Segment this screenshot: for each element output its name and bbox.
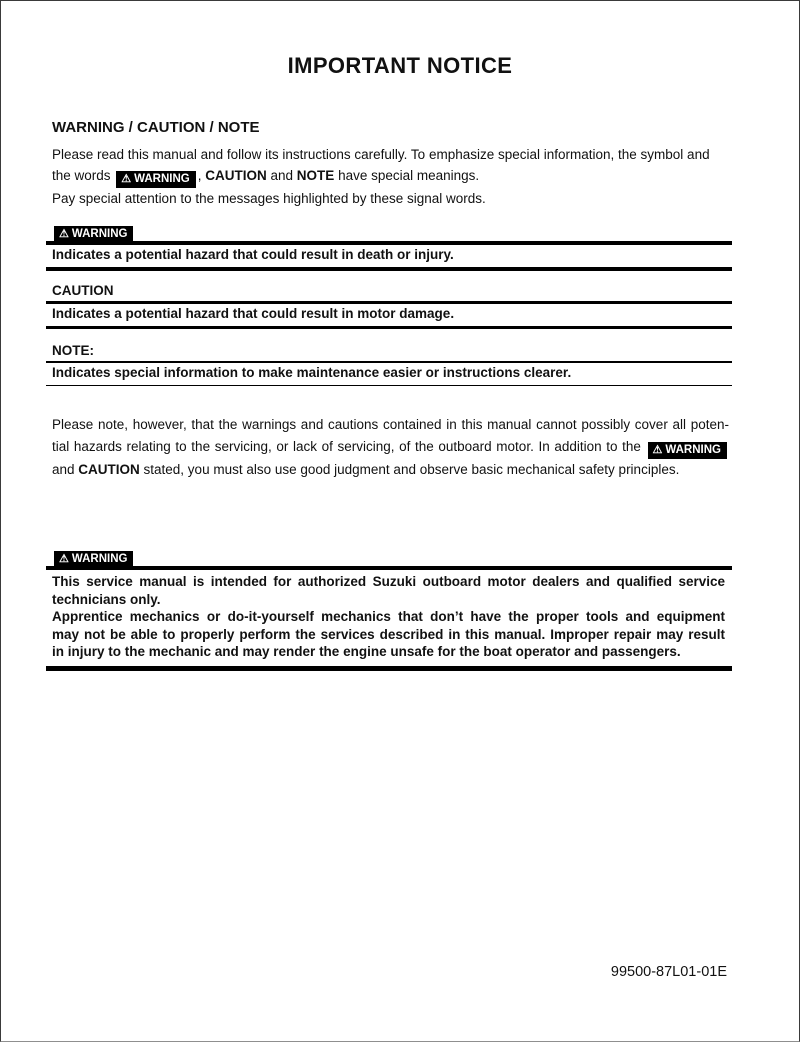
warning-badge-label: WARNING <box>71 228 128 240</box>
warning-badge-label: WARNING <box>665 444 721 456</box>
caution-word: CAUTION <box>78 462 140 477</box>
signal-block-note <box>46 342 732 386</box>
caution-word: CAUTION <box>205 168 267 183</box>
warning-badge-label: WARNING <box>134 173 190 185</box>
disclaimer-line-2 <box>52 436 729 459</box>
service-warning-block <box>46 547 732 671</box>
disclaimer-line-1: Please note, however, that the warnings and cautions contained in this manual cannot possibly cover all poten- <box>52 417 729 432</box>
disclaimer-line-2-text: tial hazards relating to the servicing, or lack of servicing, of the outboard motor. In addition to the <box>52 439 641 454</box>
service-warning-line: in injury to the mechanic and may render the engine unsafe for the boat operator and passengers. <box>52 644 681 659</box>
warning-triangle-icon: ⚠ <box>652 444 663 456</box>
note-label: NOTE: <box>52 343 94 358</box>
intro-paragraph <box>52 144 729 209</box>
warning-badge-label: WARNING <box>71 553 128 565</box>
service-warning-line: technicians only. <box>52 591 161 607</box>
intro-and: and <box>266 168 297 183</box>
intro-comma: , <box>197 168 206 183</box>
signal-block-caution <box>46 282 732 329</box>
intro-line-2 <box>52 165 729 188</box>
divider <box>46 267 732 271</box>
warning-badge <box>648 442 727 459</box>
disclaimer-paragraph <box>52 414 729 481</box>
page-title: IMPORTANT NOTICE <box>287 53 513 78</box>
warning-triangle-icon: ⚠ <box>121 173 132 185</box>
signal-block-warning-label-row <box>52 222 732 239</box>
disclaimer-line-3-post: stated, you must also use good judgment and observe basic mechanical safety principles. <box>139 462 680 477</box>
service-warning-text <box>46 570 732 665</box>
divider <box>46 666 732 671</box>
signal-definition-text: Indicates a potential hazard that could result in death or injury. <box>52 247 454 262</box>
intro-line-3: Pay special attention to the messages highlighted by these signal words. <box>52 191 486 206</box>
service-warning-line: Apprentice mechanics or do-it-yourself mechanics that don’t have the proper tools and equipment <box>52 609 725 624</box>
service-warning-line: may not be able to properly perform the services described in this manual. Improper repair may result <box>52 626 725 642</box>
divider <box>46 326 732 329</box>
document-part-number: 99500-87L01-01E <box>610 964 727 980</box>
warning-badge <box>54 226 133 243</box>
warning-triangle-icon: ⚠ <box>59 228 69 240</box>
intro-line-1: Please read this manual and follow its instructions carefully. To emphasize special information, the symbol and <box>52 147 710 162</box>
intro-line-2-text: the words <box>52 168 115 183</box>
signal-block-warning <box>46 222 732 271</box>
caution-label: CAUTION <box>52 283 114 298</box>
warning-badge <box>116 171 195 188</box>
service-warning-label-row <box>52 547 732 564</box>
signal-block-note-label-row <box>52 342 732 359</box>
divider <box>46 385 732 387</box>
intro-line-2-tail: have special meanings. <box>334 168 480 183</box>
disclaimer-line-3 <box>52 459 729 481</box>
note-word: NOTE <box>296 168 335 183</box>
signal-definition-text: Indicates a potential hazard that could result in motor damage. <box>52 306 455 321</box>
service-warning-line: This service manual is intended for authorized Suzuki outboard motor dealers and qualified service <box>52 574 725 589</box>
disclaimer-line-3-pre: and <box>52 462 79 477</box>
signal-definition-text: Indicates special information to make maintenance easier or instructions clearer. <box>52 364 572 380</box>
signal-block-caution-label-row <box>52 282 732 299</box>
section-heading: WARNING / CAUTION / NOTE <box>52 119 260 136</box>
page-content <box>46 79 732 671</box>
warning-badge <box>54 551 133 568</box>
warning-triangle-icon: ⚠ <box>59 553 69 565</box>
